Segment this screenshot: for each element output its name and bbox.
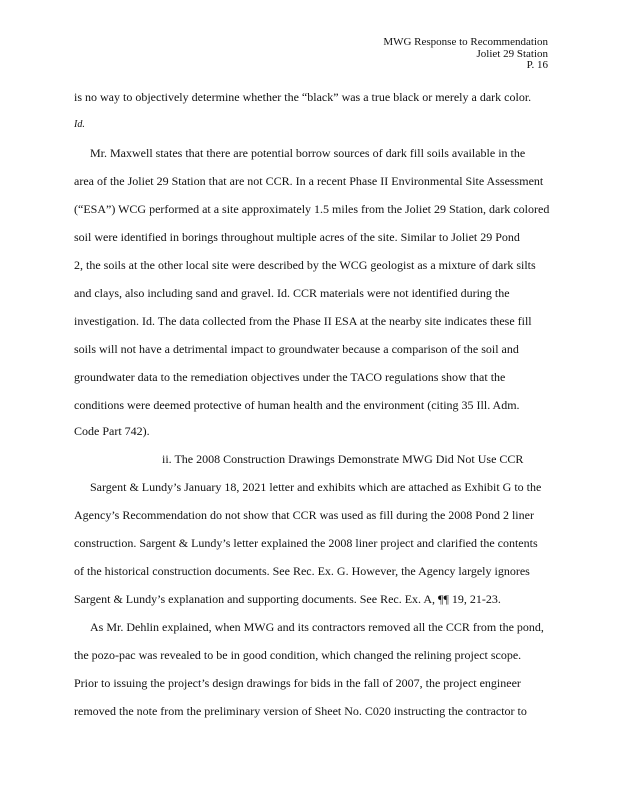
body-line: removed the note from the preliminary version of Sheet No. C020 instructing the contractor to bbox=[74, 704, 527, 718]
body-line: As Mr. Dehlin explained, when MWG and its contractors removed all the CCR from the pond, bbox=[90, 620, 544, 634]
body-line: Sargent & Lundy’s explanation and supporting documents. See Rec. Ex. A, ¶¶ 19, 21-23. bbox=[74, 592, 501, 606]
body-line: the pozo-pac was revealed to be in good condition, which changed the relining project scope. bbox=[74, 648, 522, 662]
body-line: Mr. Maxwell states that there are potential borrow sources of dark fill soils available in the bbox=[90, 146, 526, 160]
body-line: conditions were deemed protective of human health and the environment (citing 35 Ill. Adm. bbox=[74, 398, 520, 412]
header-station-name: Joliet 29 Station bbox=[476, 47, 548, 60]
body-line: 2, the soils at the other local site were described by the WCG geologist as a mixture of dark silts bbox=[74, 258, 536, 272]
body-line: Agency’s Recommendation do not show that CCR was used as fill during the 2008 Pond 2 liner bbox=[74, 508, 534, 522]
body-line: of the historical construction documents. See Rec. Ex. G. However, the Agency largely ignores bbox=[74, 564, 530, 578]
body-line: (“ESA”) WCG performed at a site approximately 1.5 miles from the Joliet 29 Station, dark colored bbox=[74, 202, 550, 216]
body-line: groundwater data to the remediation objectives under the TACO regulations show that the bbox=[74, 370, 506, 384]
body-line: is no way to objectively determine whether the “black” was a true black or merely a dark color. bbox=[74, 90, 532, 104]
page-header bbox=[383, 37, 548, 72]
citation-id: Id. bbox=[74, 119, 85, 130]
header-response-title: MWG Response to Recommendation bbox=[383, 36, 548, 48]
body-line: and clays, also including sand and gravel. Id. CCR materials were not identified during the bbox=[74, 286, 510, 300]
body-line: soils will not have a detrimental impact to groundwater because a comparison of the soil and bbox=[74, 342, 519, 356]
body-line: construction. Sargent & Lundy’s letter explained the 2008 liner project and clarified the contents bbox=[74, 536, 538, 550]
body-line: investigation. Id. The data collected from the Phase II ESA at the nearby site indicates these fill bbox=[74, 314, 532, 328]
section-heading: ii. The 2008 Construction Drawings Demonstrate MWG Did Not Use CCR bbox=[162, 452, 524, 466]
body-line: area of the Joliet 29 Station that are not CCR. In a recent Phase II Environmental Site Assessment bbox=[74, 174, 544, 188]
header-page-number: P. 16 bbox=[526, 59, 548, 71]
body-line: Prior to issuing the project’s design drawings for bids in the fall of 2007, the project engineer bbox=[74, 676, 521, 690]
body-line: Sargent & Lundy’s January 18, 2021 letter and exhibits which are attached as Exhibit G to the bbox=[90, 480, 542, 494]
body-line: soil were identified in borings throughout multiple acres of the site. Similar to Joliet 29 Pond bbox=[74, 230, 520, 244]
body-line: Code Part 742). bbox=[74, 424, 150, 438]
